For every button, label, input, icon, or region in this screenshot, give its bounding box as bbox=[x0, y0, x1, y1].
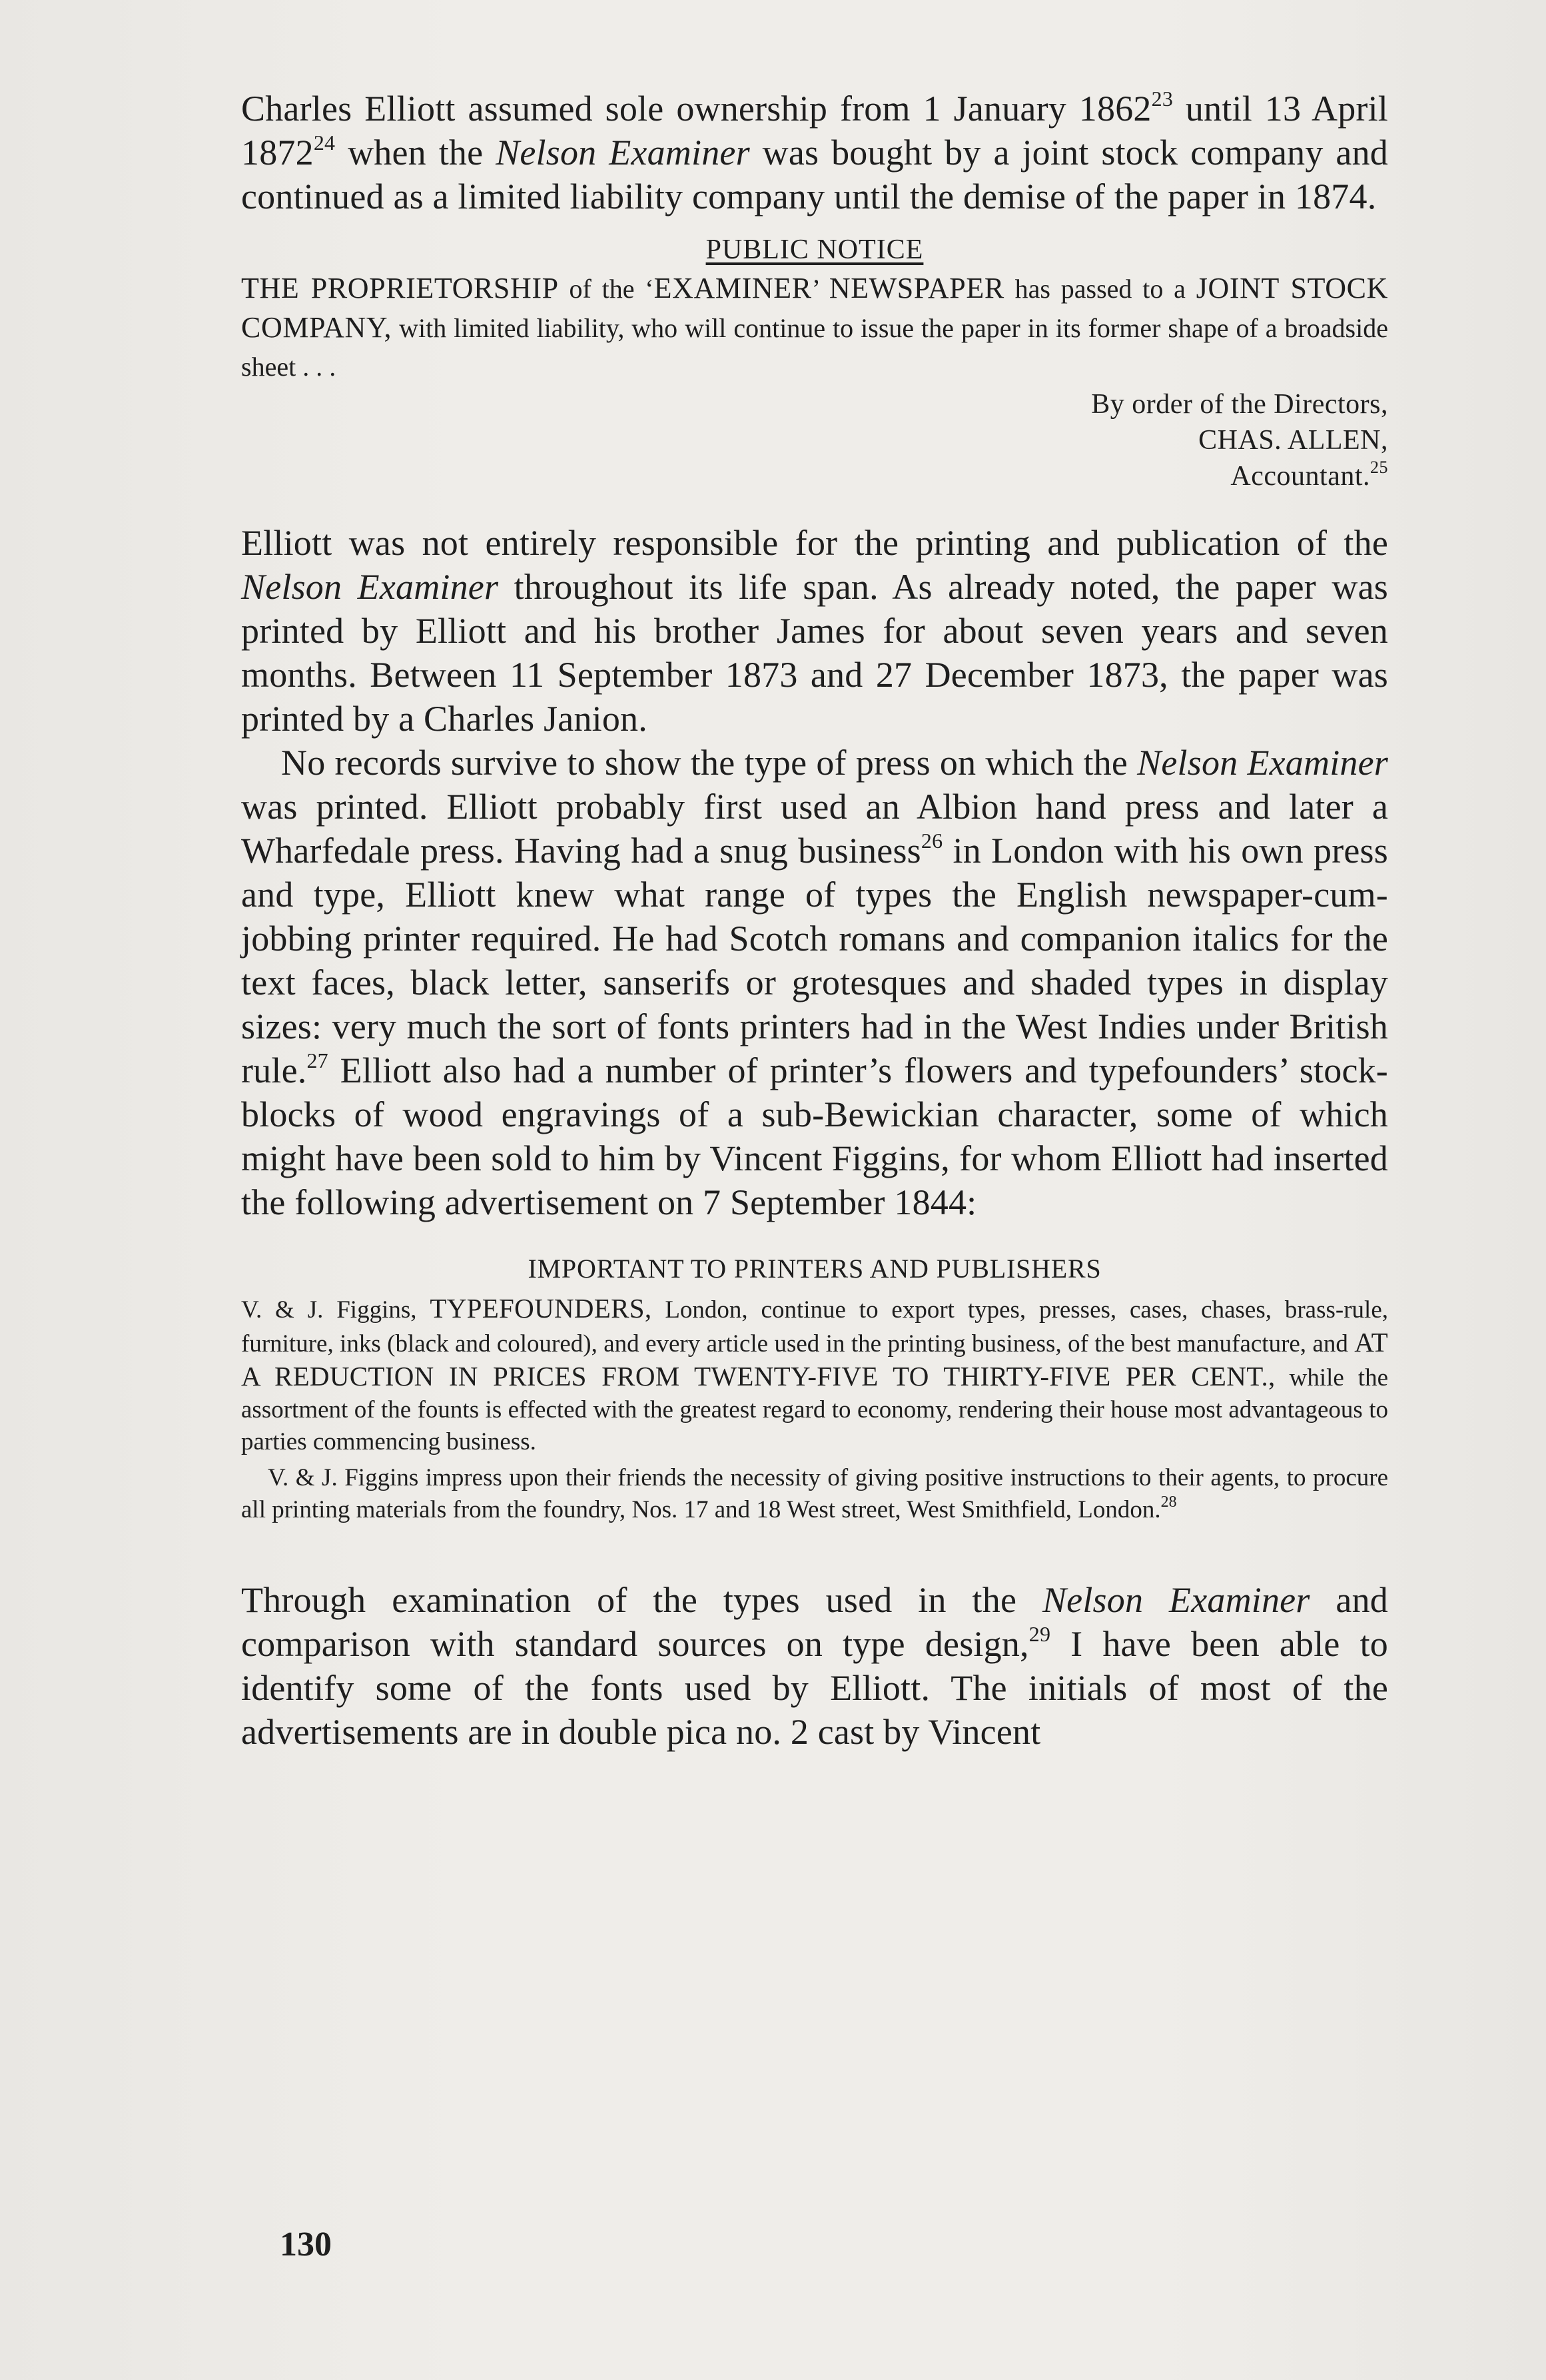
paragraph-type-identification: Through examination of the types used in the Nelson Examiner and comparison with standard sources on type design,$^{29}$ I have been able to identify some of the fonts used by Elliott. The initials of most of the advertisements are in double pica no. 2 cast by Vincent bbox=[241, 1580, 1388, 1752]
page-number: 130 bbox=[280, 2225, 332, 2263]
newspaper-title: Nelson Examiner bbox=[1137, 743, 1388, 783]
public-notice-heading: PUBLIC NOTICE bbox=[705, 234, 924, 265]
public-notice-quote bbox=[241, 232, 1388, 494]
advertisement-body-1: V. & J. Figgins, TYPEFOUNDERS, London, continue to export types, presses, cases, chases, brass-rule, furniture, inks (black and coloured), and every article used in the printing business, of the best manufacture, and AT A REDUCTION IN PRICES FROM TWENTY-FIVE TO THIRTY-FIVE PER CENT., while the assortment of the founts is effected with the greatest regard to economy, rendering their house most advantageous to parties commencing business. bbox=[241, 1293, 1388, 1455]
text-column bbox=[241, 87, 1388, 1754]
figgins-advertisement-quote bbox=[241, 1251, 1388, 1526]
public-notice-body: THE PROPRIETORSHIP of the ‘EXAMINER’ NEWSPAPER has passed to a JOINT STOCK COMPANY, with limited liability, who will continue to issue the paper in its former shape of a broadside sheet . . . bbox=[241, 272, 1388, 382]
paragraph-press-and-types: No records survive to show the type of press on which the Nelson Examiner was printed. Elliott probably first used an Albion hand press and later a Wharfedale press. Having had a snug business$^{26}$ in London with his own press and type, Elliott knew what range of types the English newspaper-cum-jobbing printer required. He had Scotch romans and companion italics for the text faces, black letter, sanserifs or grotesques and shaded types in display sizes: very much the sort of fonts printers had in the West Indies under British rule.$^{27}$ Elliott also had a number of printer’s flowers and typefounders’ stock-blocks of wood engravings of a sub-Bewickian character, some of which might have been sold to him by Vincent Figgins, for whom Elliott had inserted the following advertisement on 7 September 1844: bbox=[241, 743, 1388, 1222]
paragraph-ownership: Charles Elliott assumed sole ownership from 1 January 1862$^{23}$ until 13 April 1872$^{24}$ when the Nelson Examiner was bought by a joint stock company and continued as a limited liability company until the demise of the paper in 1874. bbox=[241, 87, 1389, 216]
notice-signature-line-1: By order of the Directors, bbox=[1091, 389, 1388, 420]
notice-signature-line-3: Accountant.$^{25}$ bbox=[1230, 458, 1388, 492]
paragraph-printing: Elliott was not entirely responsible for the printing and publication of the Nelson Examiner throughout its life span. As already noted, the paper was printed by Elliott and his brother James for about seven years and seven months. Between 11 September 1873 and 27 December 1873, the paper was printed by a Charles Janion. bbox=[241, 523, 1388, 739]
notice-signature-line-2: CHAS. ALLEN, bbox=[1198, 425, 1388, 456]
newspaper-title: Nelson Examiner bbox=[496, 133, 750, 173]
newspaper-title: Nelson Examiner bbox=[1042, 1580, 1310, 1620]
footnote-ref: 23 bbox=[1151, 87, 1174, 111]
footnote-ref: 25 bbox=[1370, 458, 1388, 477]
footnote-ref: 28 bbox=[1160, 1493, 1177, 1511]
footnote-ref: 24 bbox=[313, 131, 336, 155]
advertisement-heading: IMPORTANT TO PRINTERS AND PUBLISHERS bbox=[528, 1254, 1102, 1284]
footnote-ref: 26 bbox=[921, 829, 943, 853]
footnote-ref: 29 bbox=[1028, 1622, 1051, 1646]
footnote-ref: 27 bbox=[306, 1048, 328, 1072]
advertisement-body-2: V. & J. Figgins impress upon their friends the necessity of giving positive instructions to their agents, to procure all printing materials from the foundry, Nos. 17 and 18 West street, West Smithfield, London.$^{28}$ bbox=[241, 1464, 1388, 1523]
newspaper-title: Nelson Examiner bbox=[241, 567, 499, 607]
